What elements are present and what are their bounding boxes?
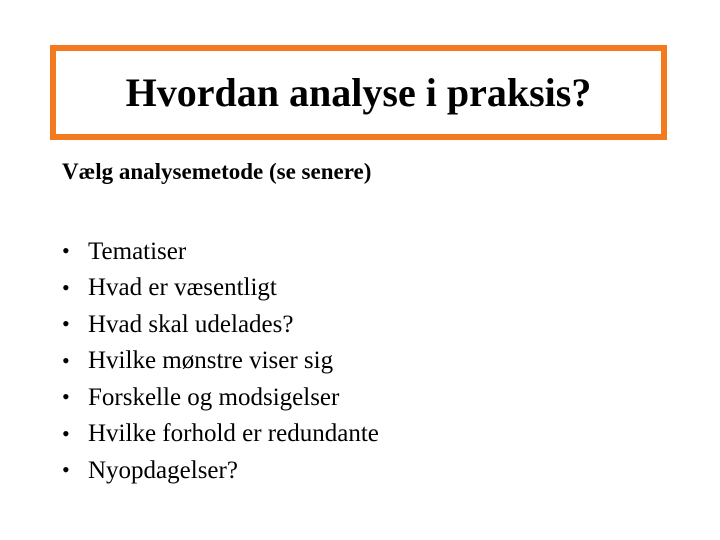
- slide-subtitle: Vælg analysemetode (se senere): [62, 159, 372, 184]
- slide-title: Hvordan analyse i praksis?: [125, 69, 592, 115]
- bullet-list: [62, 233, 379, 489]
- list-item-text: Hvilke forhold er redundante: [88, 420, 379, 448]
- list-item: [62, 379, 379, 416]
- list-item: [62, 452, 379, 489]
- list-item: [62, 270, 379, 307]
- list-item-text: Forskelle og modsigelser: [88, 383, 340, 411]
- bullet-icon: •: [62, 384, 70, 410]
- bullet-icon: •: [62, 347, 70, 373]
- bullet-icon: •: [62, 238, 70, 264]
- list-item-text: Nyopdagelser?: [88, 456, 238, 484]
- list-item: [62, 416, 379, 453]
- list-item: [62, 306, 379, 343]
- bullet-icon: •: [62, 457, 70, 483]
- list-item-text: Tematiser: [88, 237, 187, 265]
- title-box: [50, 45, 667, 140]
- list-item-text: Hvad er væsentligt: [88, 274, 277, 302]
- bullet-icon: •: [62, 311, 70, 337]
- list-item: [62, 343, 379, 380]
- bullet-icon: •: [62, 274, 70, 300]
- bullet-icon: •: [62, 420, 70, 446]
- list-item: [62, 233, 379, 270]
- list-item-text: Hvad skal udelades?: [88, 310, 294, 338]
- list-item-text: Hvilke mønstre viser sig: [88, 347, 334, 375]
